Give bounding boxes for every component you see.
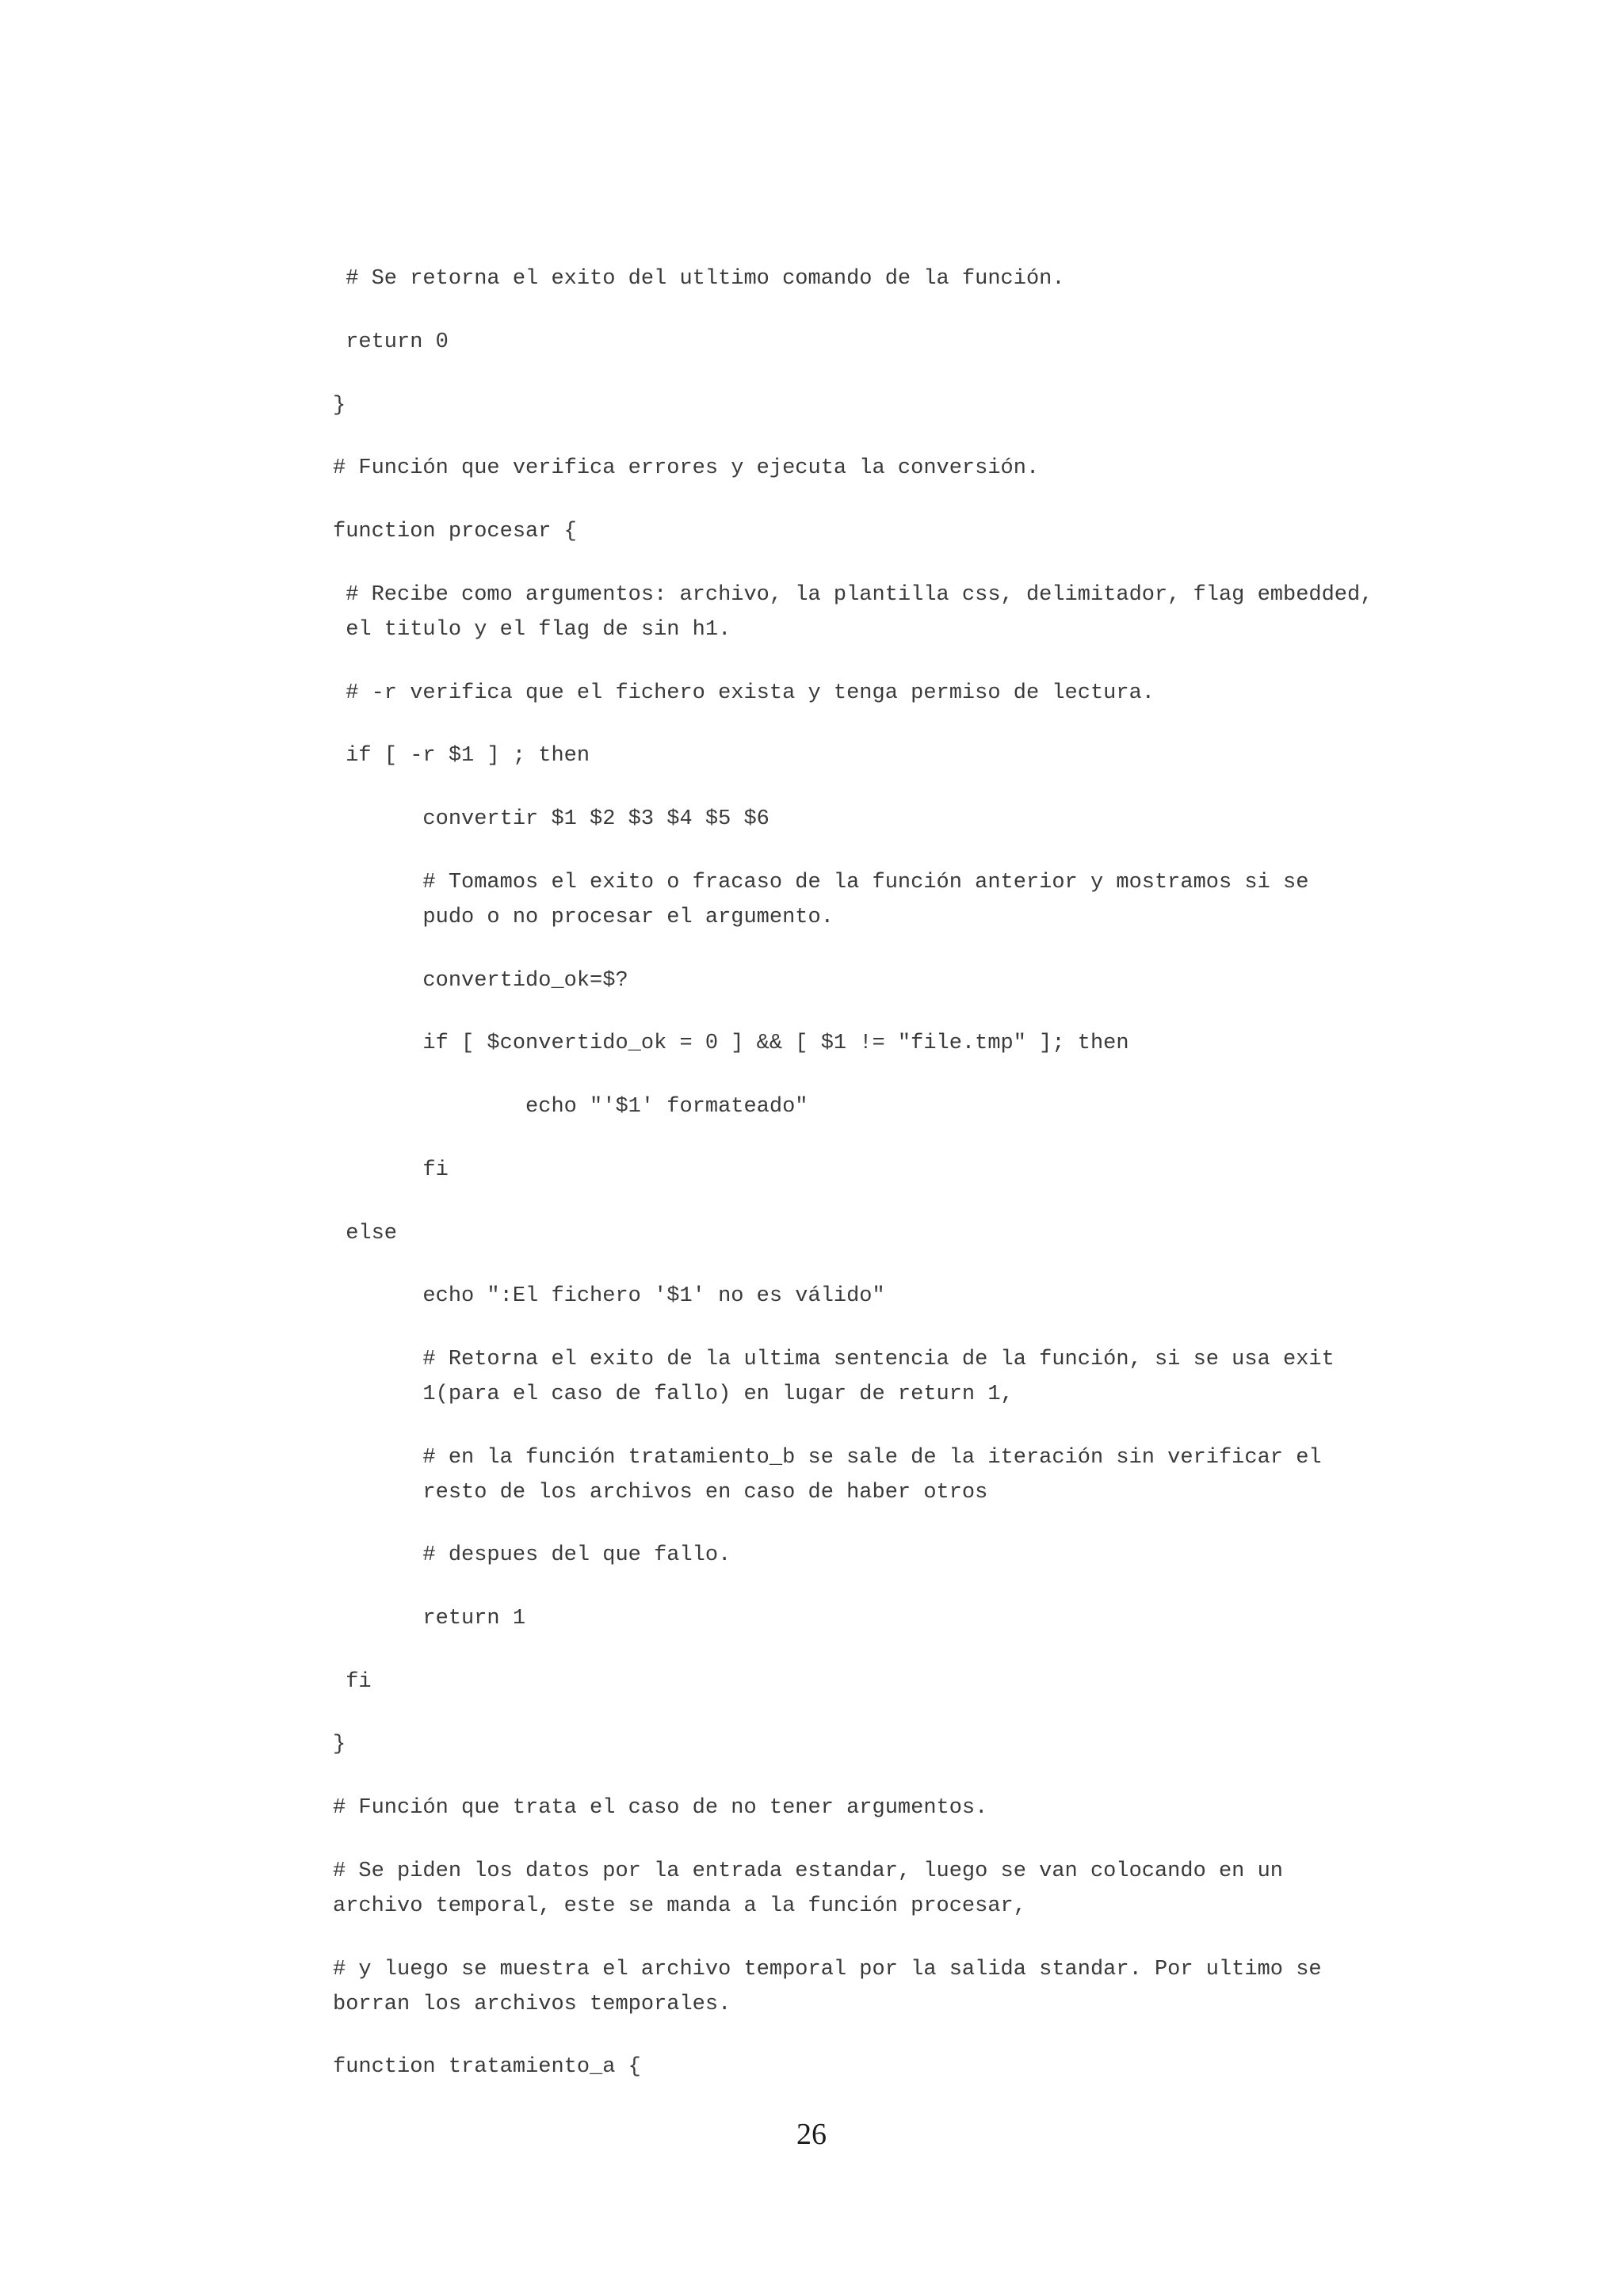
code-line: return 0 (333, 330, 449, 354)
code-line: # Recibe como argumentos: archivo, la plantilla css, delimitador, flag embedded, (333, 583, 1373, 607)
code-line: fi (333, 1158, 449, 1182)
code-line: # despues del que fallo. (333, 1543, 731, 1567)
code-line: if [ $convertido_ok = 0 ] && [ $1 != "file.tmp" ]; then (333, 1032, 1129, 1055)
code-line: if [ -r $1 ] ; then (333, 744, 590, 768)
page-number: 26 (796, 2118, 827, 2151)
code-line: return 1 (333, 1607, 526, 1630)
code-line: } (333, 1733, 346, 1756)
code-line: # Retorna el exito de la ultima sentencia de la función, si se usa exit (333, 1348, 1335, 1371)
code-line: borran los archivos temporales. (333, 1993, 731, 2016)
code-line: # en la función tratamiento_b se sale de la iteración sin verificar el (333, 1446, 1322, 1470)
code-line: archivo temporal, este se manda a la función procesar, (333, 1894, 1026, 1918)
code-line: # y luego se muestra el archivo temporal por la salida standar. Por ultimo se (333, 1958, 1322, 1981)
code-line: convertir $1 $2 $3 $4 $5 $6 (333, 807, 769, 831)
code-line: else (333, 1222, 398, 1245)
code-line: # Función que trata el caso de no tener argumentos. (333, 1796, 988, 1820)
code-line: pudo o no procesar el argumento. (333, 906, 834, 929)
code-line: 1(para el caso de fallo) en lugar de return 1, (333, 1383, 1014, 1406)
code-line: # Función que verifica errores y ejecuta la conversión. (333, 456, 1040, 480)
code-line: # -r verifica que el fichero exista y tenga permiso de lectura. (333, 681, 1155, 705)
code-line: # Tomamos el exito o fracaso de la función anterior y mostramos si se (333, 871, 1309, 894)
code-line: function procesar { (333, 520, 577, 543)
code-line: # Se retorna el exito del utltimo comando de la función. (333, 267, 1065, 291)
code-line: # Se piden los datos por la entrada estandar, luego se van colocando en un (333, 1859, 1283, 1883)
code-line: resto de los archivos en caso de haber otros (333, 1481, 988, 1505)
code-line: el titulo y el flag de sin h1. (333, 618, 731, 642)
code-line: fi (333, 1670, 372, 1694)
code-line: echo ":El fichero '$1' no es válido" (333, 1284, 885, 1308)
code-line: echo "'$1' formateado" (333, 1095, 808, 1119)
code-line: function tratamiento_a { (333, 2055, 641, 2079)
code-line: } (333, 394, 346, 418)
code-line: convertido_ok=$? (333, 969, 628, 993)
